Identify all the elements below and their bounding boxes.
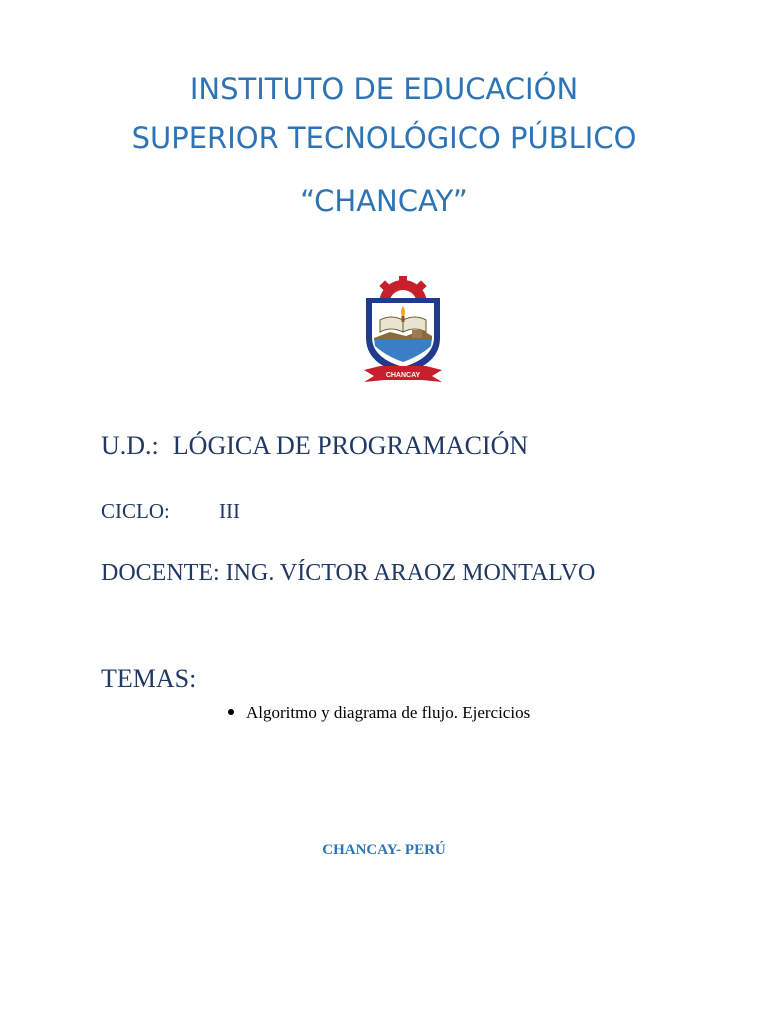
unidad-value: LÓGICA DE PROGRAMACIÓN: [172, 431, 529, 460]
title-line-2: SUPERIOR TECNOLÓGICO PÚBLICO: [131, 121, 637, 155]
bullet-icon: [228, 709, 234, 715]
unidad-label: U.D.:: [101, 431, 159, 460]
unidad-didactica: [101, 431, 528, 461]
footer-location: CHANCAY- PERÚ: [322, 842, 446, 858]
ciclo-label: CICLO:: [101, 499, 170, 523]
list-item: [228, 703, 530, 723]
title-line-3: “CHANCAY”: [300, 184, 468, 218]
docente-row: [101, 560, 595, 587]
temas-heading: TEMAS:: [101, 664, 197, 693]
docente-value: ING. VÍCTOR ARAOZ MONTALVO: [225, 560, 596, 586]
institute-seal-icon: [360, 276, 446, 384]
ciclo-row: [101, 499, 240, 524]
seal-banner-text: CHANCAY: [385, 372, 421, 379]
tema-text: Algoritmo y diagrama de flujo. Ejercicios: [246, 703, 531, 722]
ciclo-value: III: [219, 499, 240, 523]
docente-label: DOCENTE:: [101, 560, 220, 586]
title-line-1: INSTITUTO DE EDUCACIÓN: [189, 72, 579, 106]
